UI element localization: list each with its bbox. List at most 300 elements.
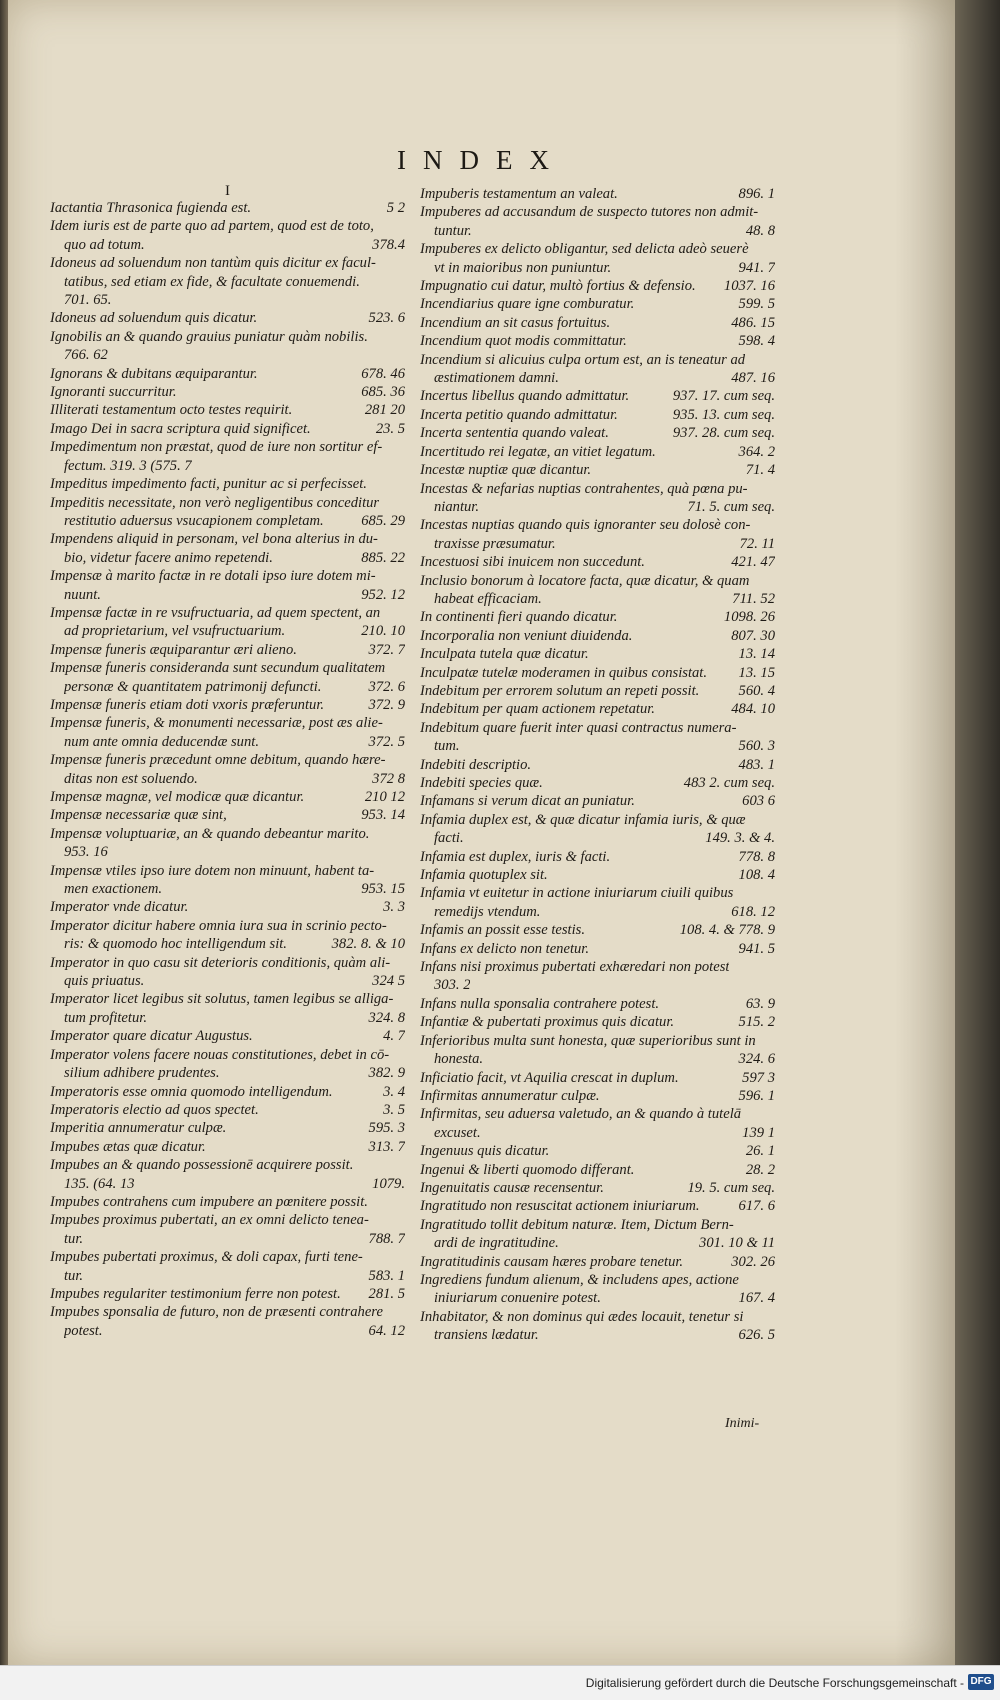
entry-page-ref: 3. 4: [383, 1083, 405, 1100]
entry-page-ref: 788. 7: [368, 1230, 405, 1247]
index-entry: [50, 475, 405, 493]
entry-line: [50, 494, 405, 512]
entry-page-ref: 421. 47: [731, 554, 775, 571]
entry-text: Impugnatio cui datur, multò fortius & defensio.: [420, 278, 696, 295]
entry-line: [50, 309, 405, 327]
entry-text: Impensæ funeris etiam doti vxoris præferuntur.: [50, 696, 325, 713]
entry-text: Infirmitas, seu aduersa valetudo, an & quando à tutelā: [420, 1106, 742, 1123]
index-entry: [50, 1046, 405, 1083]
entry-text: 953. 16: [64, 844, 108, 861]
entry-line: [50, 751, 405, 769]
entry-line: [50, 586, 405, 604]
entry-line: [420, 608, 775, 626]
entry-line: [420, 995, 775, 1013]
entry-line: [50, 1230, 405, 1248]
entry-page-ref: 378.4: [372, 236, 405, 253]
entry-page-ref: 596. 1: [738, 1087, 775, 1104]
index-entry: [420, 572, 775, 609]
entry-line: [420, 1326, 775, 1344]
entry-line: [420, 387, 775, 405]
entry-line: [420, 240, 775, 258]
index-entry: [420, 461, 775, 479]
entry-page-ref: 13. 14: [738, 646, 775, 663]
entry-line: [50, 1285, 405, 1303]
index-column-left: [50, 185, 405, 1340]
entry-text: Indebiti descriptio.: [420, 756, 532, 773]
index-entry: [50, 254, 405, 309]
index-entry: [50, 898, 405, 916]
entry-text: Inhabitator, & non dominus qui ædes locauit, tenetur si: [420, 1308, 744, 1325]
entry-line: [420, 516, 775, 534]
entry-text: Infamis an possit esse testis.: [420, 922, 585, 939]
entry-page-ref: 515. 2: [738, 1014, 775, 1031]
entry-page-ref: 487. 16: [731, 370, 775, 387]
entry-text: Impubes proximus pubertati, an ex omni delicto tenea-: [50, 1212, 369, 1229]
entry-text: personæ & quantitatem patrimonij defuncti.: [64, 678, 322, 695]
entry-page-ref: 64. 12: [368, 1322, 405, 1339]
entry-page-ref: 678. 46: [361, 365, 405, 382]
entry-text: Inclusio bonorum à locatore facta, quæ dicatur, & quam: [420, 572, 750, 589]
entry-page-ref: 484. 10: [731, 701, 775, 718]
index-entry: [50, 1248, 405, 1285]
index-entry: [420, 1216, 775, 1253]
digitization-footer: [0, 1665, 1000, 1700]
entry-text: Impensæ funeris præcedunt omne debitum, quando hære-: [50, 752, 386, 769]
entry-line: [420, 1271, 775, 1289]
entry-text: Impensæ funeris æquiparantur æri alieno.: [50, 641, 297, 658]
entry-line: [50, 512, 405, 530]
entry-text: Impuberes ad accusandum de suspecto tutores non admit-: [420, 204, 759, 221]
entry-line: [420, 553, 775, 571]
entry-text: Infamia est duplex, iuris & facti.: [420, 848, 611, 865]
index-entry: [420, 1142, 775, 1160]
index-entry: [50, 696, 405, 714]
entry-page-ref: 626. 5: [738, 1327, 775, 1344]
entry-line: [420, 480, 775, 498]
index-column-right: [420, 185, 775, 1345]
entry-line: [420, 1069, 775, 1087]
entry-text: ad proprietarium, vel vsufructuarium.: [64, 623, 286, 640]
entry-page-ref: 372. 5: [368, 733, 405, 750]
entry-page-ref: 711. 52: [732, 590, 775, 607]
entry-line: [420, 1032, 775, 1050]
index-entry: [420, 719, 775, 756]
index-entry: [420, 406, 775, 424]
entry-text: Inculpatæ tutelæ moderamen in quibus consistat.: [420, 664, 707, 681]
entry-page-ref: 281. 5: [368, 1285, 405, 1302]
entry-text: Incestæ nuptiæ quæ dicantur.: [420, 462, 592, 479]
entry-text: Incestas nuptias quando quis ignoranter seu dolosè con-: [420, 517, 751, 534]
entry-text: Incertitudo rei legatæ, an vitiet legatum.: [420, 443, 656, 460]
entry-text: 766. 62: [64, 347, 108, 364]
entry-text: nuunt.: [64, 586, 101, 603]
entry-page-ref: 778. 8: [738, 848, 775, 865]
entry-text: Iactantia Thrasonica fugienda est.: [50, 200, 252, 216]
entry-line: [50, 641, 405, 659]
entry-text: remedijs vtendum.: [434, 903, 541, 920]
entry-text: Imperator in quo casu sit deterioris conditionis, quàm ali-: [50, 954, 391, 971]
entry-line: [50, 1322, 405, 1340]
entry-line: [50, 714, 405, 732]
entry-line: [50, 990, 405, 1008]
index-entry: [50, 401, 405, 419]
entry-page-ref: 324. 6: [738, 1051, 775, 1068]
entry-line: [420, 958, 775, 976]
entry-text: Impensæ necessariæ quæ sint,: [50, 807, 227, 824]
entry-page-ref: 48. 8: [745, 222, 775, 239]
entry-line: [420, 461, 775, 479]
footer-credit: Digitalisierung gefördert durch die Deutsche Forschungsgemeinschaft -: [585, 1676, 964, 1690]
entry-line: [50, 862, 405, 880]
entry-line: [50, 1193, 405, 1211]
entry-text: Infirmitas annumeratur culpæ.: [420, 1087, 600, 1104]
entry-text: niantur.: [434, 498, 480, 515]
entry-text: Inferioribus multa sunt honesta, quæ superioribus sunt in: [420, 1032, 756, 1049]
entry-text: tum.: [434, 738, 460, 755]
entry-page-ref: 372 8: [372, 770, 405, 787]
entry-text: Impendens aliquid in personam, vel bona alterius in du-: [50, 531, 378, 548]
entry-line: [50, 659, 405, 677]
entry-line: [420, 203, 775, 221]
entry-text: Impensæ funeris, & monumenti necessariæ, post æs alie-: [50, 715, 383, 732]
entry-page-ref: 71. 5. cum seq.: [687, 498, 775, 515]
entry-page-ref: 617. 6: [738, 1198, 775, 1215]
entry-text: Imago Dei in sacra scriptura quid significet.: [50, 420, 311, 437]
index-entry: [420, 608, 775, 626]
entry-text: Imperator licet legibus sit solutus, tamen legibus se alliga-: [50, 991, 394, 1008]
index-entry: [50, 641, 405, 659]
entry-page-ref: 937. 28. cum seq.: [672, 425, 775, 442]
entry-page-ref: 364. 2: [738, 443, 775, 460]
index-entry: [420, 921, 775, 939]
entry-page-ref: 324 5: [372, 973, 405, 990]
index-entry: [50, 806, 405, 824]
entry-text: Impeditis necessitate, non verò negligentibus conceditur: [50, 494, 380, 511]
index-entry: [420, 332, 775, 350]
entry-line: [50, 346, 405, 364]
index-entry: [420, 295, 775, 313]
entry-line: [50, 1101, 405, 1119]
dfg-logo: DFG: [968, 1674, 994, 1690]
entry-page-ref: 885. 22: [361, 549, 405, 566]
index-entry: [420, 1013, 775, 1031]
entry-page-ref: 486. 15: [731, 314, 775, 331]
entry-page-ref: 5 2: [386, 200, 405, 216]
entry-page-ref: 167. 4: [738, 1290, 775, 1307]
entry-page-ref: 941. 5: [738, 940, 775, 957]
entry-line: [50, 236, 405, 254]
entry-text: fectum. 319. 3 (575. 7: [64, 457, 192, 474]
entry-text: Imperator volens facere nouas constitutiones, debet in cō-: [50, 1046, 390, 1063]
entry-page-ref: 139 1: [742, 1124, 775, 1141]
entry-page-ref: 71. 4: [745, 462, 775, 479]
entry-text: Imperitia annumeratur culpæ.: [50, 1120, 227, 1137]
entry-text: Impuberis testamentum an valeat.: [420, 186, 618, 202]
index-entry: [420, 424, 775, 442]
entry-page-ref: 301. 10 & 11: [699, 1235, 775, 1252]
entry-line: [50, 1138, 405, 1156]
index-entry: [50, 751, 405, 788]
entry-line: [420, 884, 775, 902]
entry-line: [420, 1161, 775, 1179]
entry-line: [420, 976, 775, 994]
entry-line: [50, 880, 405, 898]
entry-text: Incerta sententia quando valeat.: [420, 425, 609, 442]
index-entry: [50, 1119, 405, 1137]
index-entry: [420, 1032, 775, 1069]
index-entry: [420, 664, 775, 682]
index-entry: [50, 494, 405, 531]
entry-line: [50, 604, 405, 622]
entry-line: [420, 1179, 775, 1197]
index-entry: [420, 351, 775, 388]
page-shade: [895, 0, 955, 1665]
entry-line: [50, 1064, 405, 1082]
index-entry: [50, 659, 405, 696]
entry-page-ref: 372. 7: [368, 641, 405, 658]
entry-text: Idoneus ad soluendum quis dicatur.: [50, 310, 258, 327]
entry-line: [420, 369, 775, 387]
entry-line: [420, 295, 775, 313]
index-entry: [420, 480, 775, 517]
entry-line: [50, 475, 405, 493]
entry-text: Indebiti species quæ.: [420, 775, 543, 791]
entry-line: [420, 1289, 775, 1307]
entry-page-ref: 483. 1: [738, 756, 775, 773]
index-entry: [420, 848, 775, 866]
entry-page-ref: 1098. 26: [723, 609, 775, 626]
entry-page-ref: 108. 4. & 778. 9: [679, 922, 775, 939]
entry-line: [420, 1234, 775, 1252]
entry-line: [50, 383, 405, 401]
entry-line: [50, 291, 405, 309]
index-entry: [420, 553, 775, 571]
entry-line: [420, 627, 775, 645]
entry-page-ref: 210. 10: [361, 623, 405, 640]
entry-text: Impuberes ex delicto obligantur, sed delicta adeò seuerè: [420, 241, 749, 258]
index-entry: [420, 700, 775, 718]
index-entry: [50, 1211, 405, 1248]
entry-page-ref: 935. 13. cum seq.: [672, 406, 775, 423]
index-entry: [50, 1138, 405, 1156]
index-entry: [420, 1179, 775, 1197]
entry-line: [420, 185, 775, 203]
entry-line: [420, 940, 775, 958]
entry-text: Indebitum per errorem solutum an repeti possit.: [420, 682, 700, 699]
index-entry: [50, 383, 405, 401]
entry-text: bio, videtur facere animo repetendi.: [64, 549, 273, 566]
entry-text: Infans ex delicto non tenetur.: [420, 940, 590, 957]
entry-text: In continenti fieri quando dicatur.: [420, 609, 618, 626]
entry-text: habeat efficaciam.: [434, 590, 542, 607]
index-entry: [420, 443, 775, 461]
entry-line: [50, 1175, 405, 1193]
entry-text: Ingenuus quis dicatur.: [420, 1143, 550, 1160]
entry-text: silium adhibere prudentes.: [64, 1065, 220, 1082]
entry-line: [420, 774, 775, 792]
index-entry: [50, 862, 405, 899]
entry-line: [420, 1253, 775, 1271]
entry-text: Ingrediens fundum alienum, & includens apes, actione: [420, 1271, 739, 1288]
entry-text: Impubes sponsalia de futuro, non de præsenti contrahere: [50, 1304, 383, 1321]
entry-line: [50, 1009, 405, 1027]
index-entry: [50, 328, 405, 365]
entry-line: [420, 682, 775, 700]
entry-text: Infans nisi proximus pubertati exhæredari non potest: [420, 959, 730, 976]
entry-line: [50, 954, 405, 972]
entry-line: [420, 829, 775, 847]
entry-text: Impensæ vtiles ipso iure dotem non minuunt, habent ta-: [50, 862, 375, 879]
entry-line: [50, 898, 405, 916]
book-spine-edge: [0, 0, 8, 1665]
entry-text: Impubes an & quando possessionē acquirere possit.: [50, 1157, 354, 1174]
entry-page-ref: 372. 6: [368, 678, 405, 695]
entry-text: num ante omnia deducendæ sunt.: [64, 733, 259, 750]
index-entry: [420, 792, 775, 810]
entry-line: [50, 1027, 405, 1045]
entry-page-ref: 1079.: [372, 1175, 405, 1192]
index-entry: [50, 309, 405, 327]
entry-text: Infamia quotuplex sit.: [420, 867, 548, 884]
entry-text: Ingratitudinis causam hæres probare tenetur.: [420, 1253, 684, 1270]
entry-line: [50, 365, 405, 383]
entry-page-ref: 952. 12: [361, 586, 405, 603]
entry-page-ref: 597 3: [742, 1069, 775, 1086]
entry-line: [420, 351, 775, 369]
entry-text: 303. 2: [434, 977, 471, 994]
entry-text: Incestuosi sibi inuicem non succedunt.: [420, 554, 645, 571]
index-entry: [50, 604, 405, 641]
index-entry: [420, 884, 775, 921]
entry-text: Idem iuris est de parte quo ad partem, quod est de toto,: [50, 218, 374, 235]
entry-line: [50, 935, 405, 953]
entry-line: [50, 825, 405, 843]
entry-line: [420, 848, 775, 866]
entry-page-ref: 3. 3: [383, 899, 405, 916]
entry-text: Incestas & nefarias nuptias contrahentes, quà pœna pu-: [420, 480, 748, 497]
entry-text: Incertus libellus quando admittatur.: [420, 388, 630, 405]
index-entry: [50, 917, 405, 954]
entry-text: Ingratitudo non resuscitat actionem iniuriarum.: [420, 1198, 700, 1215]
entry-text: Imperator vnde dicatur.: [50, 899, 189, 916]
index-entry: [50, 438, 405, 475]
entry-text: Impubes pubertati proximus, & doli capax, furti tene-: [50, 1249, 363, 1266]
entry-line: [420, 756, 775, 774]
index-entry: [420, 1087, 775, 1105]
entry-text: ditas non est soluendo.: [64, 770, 198, 787]
entry-line: [50, 843, 405, 861]
entry-line: [420, 921, 775, 939]
entry-line: [50, 1083, 405, 1101]
entry-page-ref: 108. 4: [738, 867, 775, 884]
entry-line: [50, 1119, 405, 1137]
entry-page-ref: 302. 26: [731, 1253, 775, 1270]
entry-line: [420, 719, 775, 737]
entry-line: [420, 1050, 775, 1068]
entry-text: excuset.: [434, 1124, 481, 1141]
entry-page-ref: 1037. 16: [723, 278, 775, 295]
entry-line: [50, 273, 405, 291]
entry-text: Idoneus ad soluendum non tantùm quis dicitur ex facul-: [50, 255, 376, 272]
index-entry: [420, 1197, 775, 1215]
entry-text: restitutio aduersus vsucapionem completam.: [64, 512, 324, 529]
entry-page-ref: 595. 3: [368, 1120, 405, 1137]
entry-text: Incendiarius quare igne comburatur.: [420, 296, 635, 313]
entry-page-ref: 149. 3. & 4.: [705, 830, 775, 847]
index-entry: [50, 1027, 405, 1045]
entry-line: [420, 572, 775, 590]
index-entry: [420, 866, 775, 884]
entry-line: [420, 332, 775, 350]
entry-text: æstimationem damni.: [434, 370, 559, 387]
entry-text: tur.: [64, 1230, 84, 1247]
index-entry: [420, 1105, 775, 1142]
index-entry: [420, 203, 775, 240]
index-entry: [50, 954, 405, 991]
entry-line: [420, 1087, 775, 1105]
entry-line: [50, 217, 405, 235]
index-entry: [50, 1285, 405, 1303]
entry-line: [50, 438, 405, 456]
entry-text: Inculpata tutela quæ dicatur.: [420, 646, 589, 663]
index-entry: [50, 1083, 405, 1101]
entry-page-ref: 896. 1: [738, 186, 775, 202]
entry-text: 701. 65.: [64, 292, 112, 309]
entry-line: [420, 1308, 775, 1326]
entry-text: ardi de ingratitudine.: [434, 1235, 559, 1252]
entry-text: Infamans si verum dicat an puniatur.: [420, 793, 635, 810]
page-outer-edge: [955, 0, 1000, 1665]
index-entry: [50, 788, 405, 806]
entry-text: tum profitetur.: [64, 1009, 147, 1026]
index-entry: [50, 1303, 405, 1340]
entry-line: [50, 199, 405, 217]
index-entry: [50, 1101, 405, 1119]
entry-text: quo ad totum.: [64, 236, 145, 253]
index-entry: [420, 756, 775, 774]
entry-line: [50, 1303, 405, 1321]
entry-page-ref: 372. 9: [368, 696, 405, 713]
index-entry: [420, 995, 775, 1013]
entry-text: Impedimentum non præstat, quod de iure non sortitur ef-: [50, 439, 383, 456]
entry-text: facti.: [434, 830, 464, 847]
entry-line: [50, 549, 405, 567]
index-entry: [420, 1253, 775, 1271]
index-entry: [50, 420, 405, 438]
entry-line: [420, 664, 775, 682]
entry-line: [420, 259, 775, 277]
entry-text: Infans nulla sponsalia contrahere potest.: [420, 995, 660, 1012]
entry-line: [50, 678, 405, 696]
entry-line: [50, 254, 405, 272]
entry-line: [50, 420, 405, 438]
entry-page-ref: 937. 17. cum seq.: [672, 388, 775, 405]
entry-page-ref: 941. 7: [738, 259, 775, 276]
index-entry: [420, 240, 775, 277]
entry-text: Ingenui & liberti quomodo differant.: [420, 1161, 635, 1178]
entry-text: Ignoranti succurritur.: [50, 384, 177, 401]
entry-text: honesta.: [434, 1051, 484, 1068]
index-entry: [420, 516, 775, 553]
entry-text: quis priuatus.: [64, 973, 145, 990]
entry-text: iniuriarum conuenire potest.: [434, 1290, 601, 1307]
index-entry: [420, 387, 775, 405]
index-entry: [420, 1069, 775, 1087]
entry-line: [420, 590, 775, 608]
entry-page-ref: 598. 4: [738, 333, 775, 350]
entry-text: Incendium quot modis committatur.: [420, 333, 627, 350]
entry-page-ref: 382. 9: [368, 1065, 405, 1082]
